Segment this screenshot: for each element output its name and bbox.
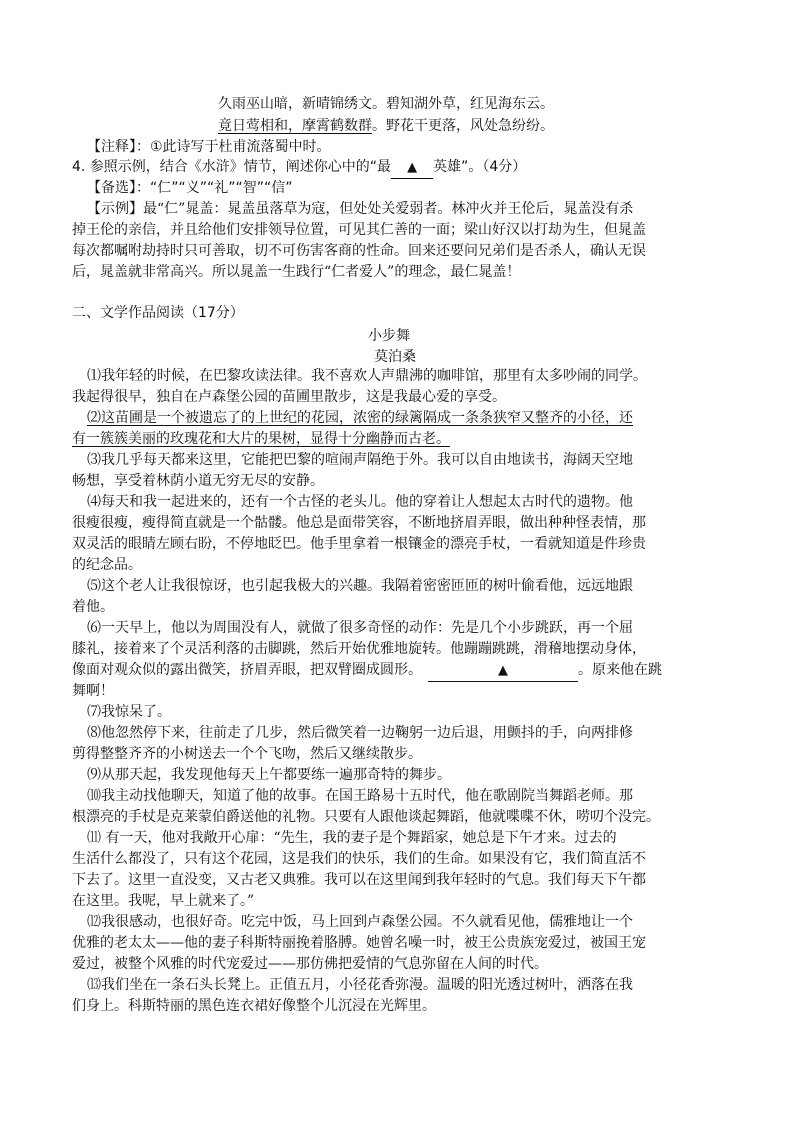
example-line-4: 后，晁盖就非常高兴。所以晁盖一生践行“仁者爱人”的理念，最仁晁盖！ [72, 264, 521, 280]
paragraph-12-line: 优雅的老太太——他的妻子科斯特丽挽着胳膊。她曾名噪一时，被王公贵族宠爱过，被国王宠 [72, 935, 646, 951]
paragraph-7-line: ⑺我惊呆了。 [87, 704, 171, 720]
paragraph-11-line: ⑾ 有一天，他对我敞开心扉：“先生，我的妻子是个舞蹈家，她总是下午才来。过去的 [87, 830, 617, 846]
paragraph-12-line: ⑿我很感动，也很好奇。吃完中饭，马上回到卢森堡公园。不久就看见他，儒雅地让一个 [87, 914, 633, 930]
example-line-1 [87, 199, 633, 219]
paragraph-6-line: 舞啊！ [72, 683, 114, 699]
paragraph-4-line: 很瘦很瘦，瘦得简直就是一个骷髅。他总是面带笑容，不断地挤眉弄眼，做出种种怪表情，那 [72, 515, 646, 531]
example-label: 【示例】 [87, 201, 143, 217]
paragraph-11-line: 下去了。这里一直没变，又古老又典雅。我可以在这里闻到我年轻时的气息。我们每天下午都 [72, 872, 646, 888]
example-text-1: 最“仁”晁盖：晁盖虽落草为寇，但处处关爱弱者。林冲火并王伦后，晁盖没有杀 [143, 201, 634, 217]
paragraph-6-line [72, 660, 662, 682]
paragraph-5-line: ⑸这个老人让我很惊讶，也引起我极大的兴趣。我隔着密密匝匝的树叶偷看他，远远地跟 [87, 578, 633, 594]
paragraph-4-line: ⑷每天和我一起进来的，还有一个古怪的老头儿。他的穿着让人想起太古时代的遗物。他 [87, 494, 633, 510]
paragraph-2-line: 有一簇簇美丽的玫瑰花和大片的果树，显得十分幽静而古老。 [72, 431, 450, 447]
answer-blank [428, 660, 578, 682]
paragraph-10-line: 根漂亮的手杖是克莱蒙伯爵送他的礼物。只要有人跟他谈起舞蹈，他就喋喋不休，唠叨个没完。 [72, 809, 660, 825]
paragraph-8-line: ⑻他忽然停下来，往前走了几步，然后微笑着一边鞠躬一边后退，用颤抖的手，向两排修 [87, 725, 633, 741]
article-author: 莫泊桑 [374, 349, 416, 365]
options-line: 【备选】：“仁”“义”“礼”“智”“信” [87, 180, 293, 196]
paragraph-4-line: 双灵活的眼睛左顾右盼，不停地眨巴。他手里拿着一根镶金的漂亮手杖，一看就知道是件珍贵 [72, 536, 646, 552]
paragraph-6-line: ⑹一天早上，他以为周围没有人，就做了很多奇怪的动作：先是几个小步跳跃，再一个屈 [87, 620, 633, 636]
answer-blank [391, 157, 433, 179]
article-title: 小步舞 [368, 328, 410, 344]
paragraph-6-text-end: 。原来他在跳 [578, 662, 662, 678]
example-line-2: 掉王伦的亲信，并且给他们安排领导位置，可见其仁善的一面；梁山好汉以打劫为生，但晁盖 [72, 222, 646, 238]
question-4-prompt-end: 英雄”。（4分） [433, 159, 527, 175]
poem-line-1: 久雨巫山暗，新晴锦绣文。碧知湖外草，红见海东云。 [218, 96, 554, 112]
paragraph-3-line: ⑶我几乎每天都来这里，它能把巴黎的喧闹声隔绝于外。我可以自由地读书，海阔天空地 [87, 452, 633, 468]
poem-annotation: 【注释】：①此诗写于杜甫流落蜀中时。 [87, 139, 331, 155]
paragraph-1-line: 我起得很早，独自在卢森堡公园的苗圃里散步，这是我最心爱的享受。 [72, 389, 506, 405]
paragraph-13-line: 们身上。科斯特丽的黑色连衣裙好像整个儿沉浸在光辉里。 [72, 998, 436, 1014]
example-line-3: 每次都嘱咐劫持时只可善取，切不可伤害客商的性命。回来还要问兄弟们是否杀人，确认无误 [72, 243, 646, 259]
paragraph-4-line: 的纪念品。 [72, 557, 142, 573]
paragraph-5-line: 着他。 [72, 599, 114, 615]
paragraph-6-line: 膝礼，接着来了个灵活利落的击脚跳，然后开始优雅地旋转。他蹦蹦跳跳，滑稽地摆动身体， [72, 641, 646, 657]
question-4 [72, 157, 526, 179]
triangle-marker-icon: ▲ [498, 663, 508, 678]
paragraph-6-text: 像面对观众似的露出微笑，挤眉弄眼，把双臂圈成圆形。 [72, 662, 422, 678]
poem-line-2-rest: 。野花干更落，风处急纷纷。 [372, 118, 554, 134]
poem-line-2-underlined: 竟日莺相和，摩霄鹤数群 [218, 118, 372, 134]
paragraph-9-line: ⑼从那天起，我发现他每天上午都要练一遍那奇特的舞步。 [87, 767, 451, 783]
paragraph-1-line: ⑴我年轻的时候，在巴黎攻读法律。我不喜欢人声鼎沸的咖啡馆，那里有太多吵闹的同学。 [87, 368, 647, 384]
paragraph-2-line: ⑵这苗圃是一个被遗忘了的上世纪的花园，浓密的绿篱隔成一条条狭窄又整齐的小径，还 [87, 410, 633, 426]
paragraph-11-line: 生活什么都没了，只有这个花园，这是我们的快乐，我们的生命。如果没有它，我们简直活不 [72, 851, 646, 867]
triangle-marker-icon: ▲ [407, 160, 418, 175]
paragraph-8-line: 剪得整整齐齐的小树送去一个个飞吻，然后又继续散步。 [72, 746, 422, 762]
paragraph-3-line: 畅想，享受着林荫小道无穷无尽的安静。 [72, 473, 324, 489]
poem-line-2 [218, 116, 554, 136]
paragraph-11-line: 在这里。我呢，早上就来了。” [72, 893, 255, 909]
paragraph-12-line: 爱过，被整个风雅的时代宠爱过——那仿佛把爱情的气息弥留在人间的时代。 [72, 956, 548, 972]
section-heading: 二、文学作品阅读（17分） [72, 305, 244, 321]
paragraph-13-line: ⒀我们坐在一条石头长凳上。正值五月，小径花香弥漫。温暖的阳光透过树叶，洒落在我 [87, 977, 633, 993]
question-4-prompt: 4. 参照示例，结合《水浒》情节，阐述你心中的“最 [72, 159, 392, 175]
paragraph-10-line: ⑽我主动找他聊天，知道了他的故事。在国王路易十五时代，他在歌剧院当舞蹈老师。那 [87, 788, 633, 804]
